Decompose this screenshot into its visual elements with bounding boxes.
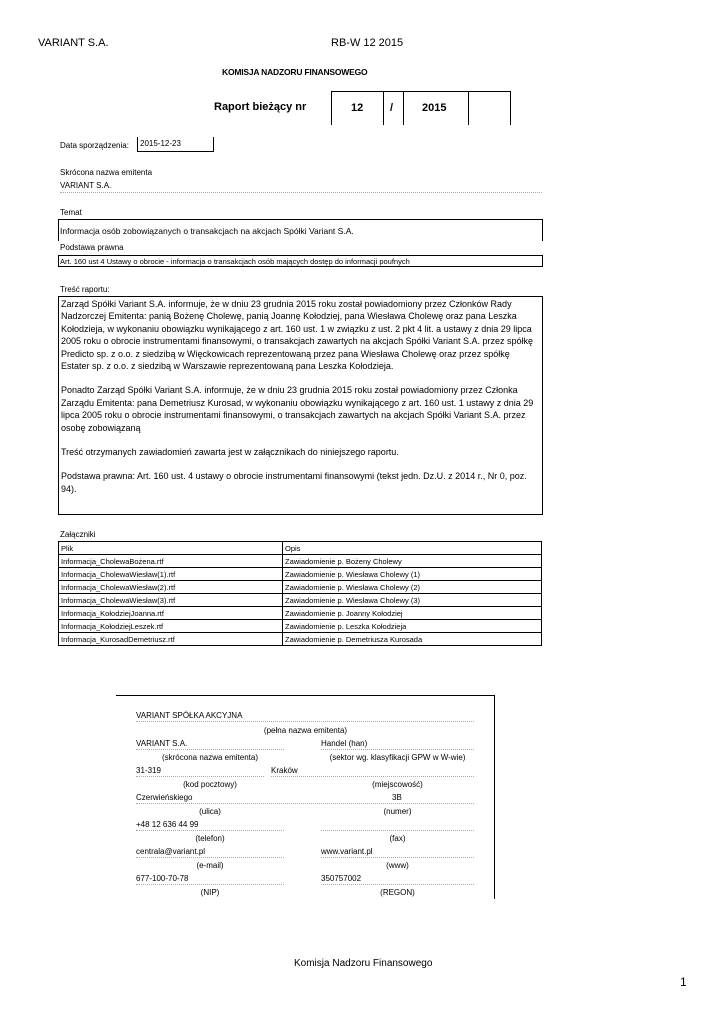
table-row[interactable] <box>59 607 542 620</box>
company-email[interactable]: centrala@variant.pl <box>136 847 284 858</box>
company-postal-label: (kod pocztowy) <box>183 780 237 789</box>
attachment-desc: Zawiadomienie p. Joanny Kołodziej <box>283 607 542 620</box>
attachment-desc: Zawiadomienie p. Wiesława Cholewy (2) <box>283 581 542 594</box>
company-short-name: VARIANT S.A. <box>136 739 284 750</box>
col-desc-header: Opis <box>283 542 542 555</box>
content-paragraph-3: Treść otrzymanych zawiadomień zawarta jest w załącznikach do niniejszego raportu. <box>61 447 399 458</box>
company-fax-label: (fax) <box>389 834 406 843</box>
company-street: Czerwieńskiego <box>136 793 474 804</box>
attachment-file[interactable]: Informacja_CholewaBożena.rtf <box>59 555 283 568</box>
attachment-desc: Zawiadomienie p. Leszka Kołodzieja <box>283 620 542 633</box>
company-number-label: (numer) <box>383 807 412 816</box>
col-file-header: Plik <box>59 542 283 555</box>
page-number: 1 <box>680 975 687 989</box>
company-number: 3B <box>392 793 402 802</box>
company-info-box <box>116 695 495 899</box>
attachments-table <box>58 541 542 646</box>
content-label: Treść raportu: <box>60 285 110 294</box>
table-row[interactable] <box>59 581 542 594</box>
attachments-header-row <box>59 542 542 555</box>
footer-text: Komisja Nadzoru Finansowego <box>294 958 433 969</box>
company-sector-label: (sektor wg. klasyfikacji GPW w W-wie) <box>329 753 466 762</box>
table-row[interactable] <box>59 568 542 581</box>
legal-basis-label: Podstawa prawna <box>60 243 124 252</box>
company-city: Kraków <box>271 766 474 777</box>
attachment-desc: Zawiadomienie p. Wiesława Cholewy (1) <box>283 568 542 581</box>
report-separator: / <box>390 102 394 114</box>
company-fax <box>321 820 474 831</box>
date-label: Data sporządzenia: <box>60 141 129 150</box>
legal-basis-box <box>58 255 543 267</box>
header-company: VARIANT S.A. <box>38 37 109 49</box>
company-street-label: (ulica) <box>199 807 221 816</box>
attachment-file[interactable]: Informacja_KurosadDemetriusz.rtf <box>59 633 283 646</box>
report-title-label: Raport bieżący nr <box>214 101 307 113</box>
subject-value: Informacja osób zobowiązanych o transakcjach na akcjach Spółki Variant S.A. <box>60 226 354 236</box>
attachment-desc: Zawiadomienie p. Bożeny Cholewy <box>283 555 542 568</box>
content-box <box>58 296 543 515</box>
company-nip: 677-100-70-78 <box>136 874 284 885</box>
report-year: 2015 <box>422 102 447 114</box>
attachments-label: Załączniki <box>60 530 96 539</box>
report-number-box <box>331 91 511 124</box>
date-value: 2015-12-23 <box>137 137 214 152</box>
company-regon: 350757002 <box>321 874 474 885</box>
attachment-file[interactable]: Informacja_CholewaWiesław(2).rtf <box>59 581 283 594</box>
company-full-name-label: (pełna nazwa emitenta) <box>263 726 348 735</box>
content-paragraph-1: Zarząd Spółki Variant S.A. informuje, że w dniu 23 grudnia 2015 roku został powiadomiony przez Członków Rady Nadzorczej Emitenta: panią Bożenę Cholewę, panią Joannę Kołodziej, pana Wiesława Cholewę oraz pana Leszka Kołodzieja, w wykonaniu obowiązku wynikającego z art. 160 ust. 1 w związku z ust. 2 pkt 4 lit. a ustawy z dnia 29 lipca 2005 roku o obrocie instrumentami finansowymi, o transakcjach zawartych na akcjach Spółki Variant S.A. przez spółkę Predicto sp. z o.o. z siedzibą w Więckowicach reprezentowaną przez pana Wiesława Cholewę oraz przez spółkę Estater sp. z o.o. z siedzibą w Warszawie reprezentowaną pana Leszka Kołodzieja. <box>61 299 534 372</box>
attachment-file[interactable]: Informacja_CholewaWiesław(3).rtf <box>59 594 283 607</box>
issuer-value: VARIANT S.A. <box>60 181 542 193</box>
content-paragraph-2: Ponadto Zarząd Spółki Variant S.A. informuje, że w dniu 23 grudnia 2015 roku został powiadomiony przez Członka Zarządu Emitenta: pana Demetriusz Kurosad, w wykonaniu obowiązku wynikającego z art. 160 ust. 1 ustawy z dnia 29 lipca 2005 roku o obrocie instrumentami finansowymi, o transakcjach zawartych na akcjach Spółki Variant S.A. przez osobę zobowiązaną <box>61 385 534 433</box>
company-email-label: (e-mail) <box>196 861 224 870</box>
company-nip-label: (NIP) <box>200 888 220 897</box>
attachment-file[interactable]: Informacja_KołodziejLeszek.rtf <box>59 620 283 633</box>
company-city-label: (miejscowość) <box>372 780 423 789</box>
content-paragraph-4: Podstawa prawna: Art. 160 ust. 4 ustawy o obrocie instrumentami finansowymi (tekst jedn. Dz.U. z 2014 r., Nr 0, poz. 94). <box>61 471 527 494</box>
company-phone: +48 12 636 44 99 <box>136 820 284 831</box>
company-full-name: VARIANT SPÓŁKA AKCYJNA <box>136 711 474 722</box>
company-phone-label: (telefon) <box>195 834 225 843</box>
table-row[interactable] <box>59 633 542 646</box>
company-www[interactable]: www.variant.pl <box>321 847 474 858</box>
attachment-file[interactable]: Informacja_CholewaWiesław(1).rtf <box>59 568 283 581</box>
commission-title: KOMISJA NADZORU FINANSOWEGO <box>222 67 368 77</box>
legal-basis-value: Art. 160 ust 4 Ustawy o obrocie - informacja o transakcjach osób mających dostęp do informacji poufnych <box>60 257 410 266</box>
subject-label: Temat <box>60 208 82 217</box>
issuer-label: Skrócona nazwa emitenta <box>60 168 153 177</box>
company-regon-label: (REGON) <box>380 888 415 897</box>
header-report-code: RB-W 12 2015 <box>331 37 404 49</box>
table-row[interactable] <box>59 555 542 568</box>
attachment-desc: Zawiadomienie p. Demetriusza Kurosada <box>283 633 542 646</box>
subject-box <box>58 219 543 241</box>
company-sector: Handel (han) <box>321 739 474 750</box>
table-row[interactable] <box>59 594 542 607</box>
attachment-file[interactable]: Informacja_KołodziejJoanna.rtf <box>59 607 283 620</box>
company-postal-code: 31-319 <box>136 766 264 777</box>
report-number: 12 <box>351 102 364 114</box>
attachment-desc: Zawiadomienie p. Wiesława Cholewy (3) <box>283 594 542 607</box>
table-row[interactable] <box>59 620 542 633</box>
company-short-name-label: (skrócona nazwa emitenta) <box>161 753 259 762</box>
company-www-label: (www) <box>386 861 409 870</box>
